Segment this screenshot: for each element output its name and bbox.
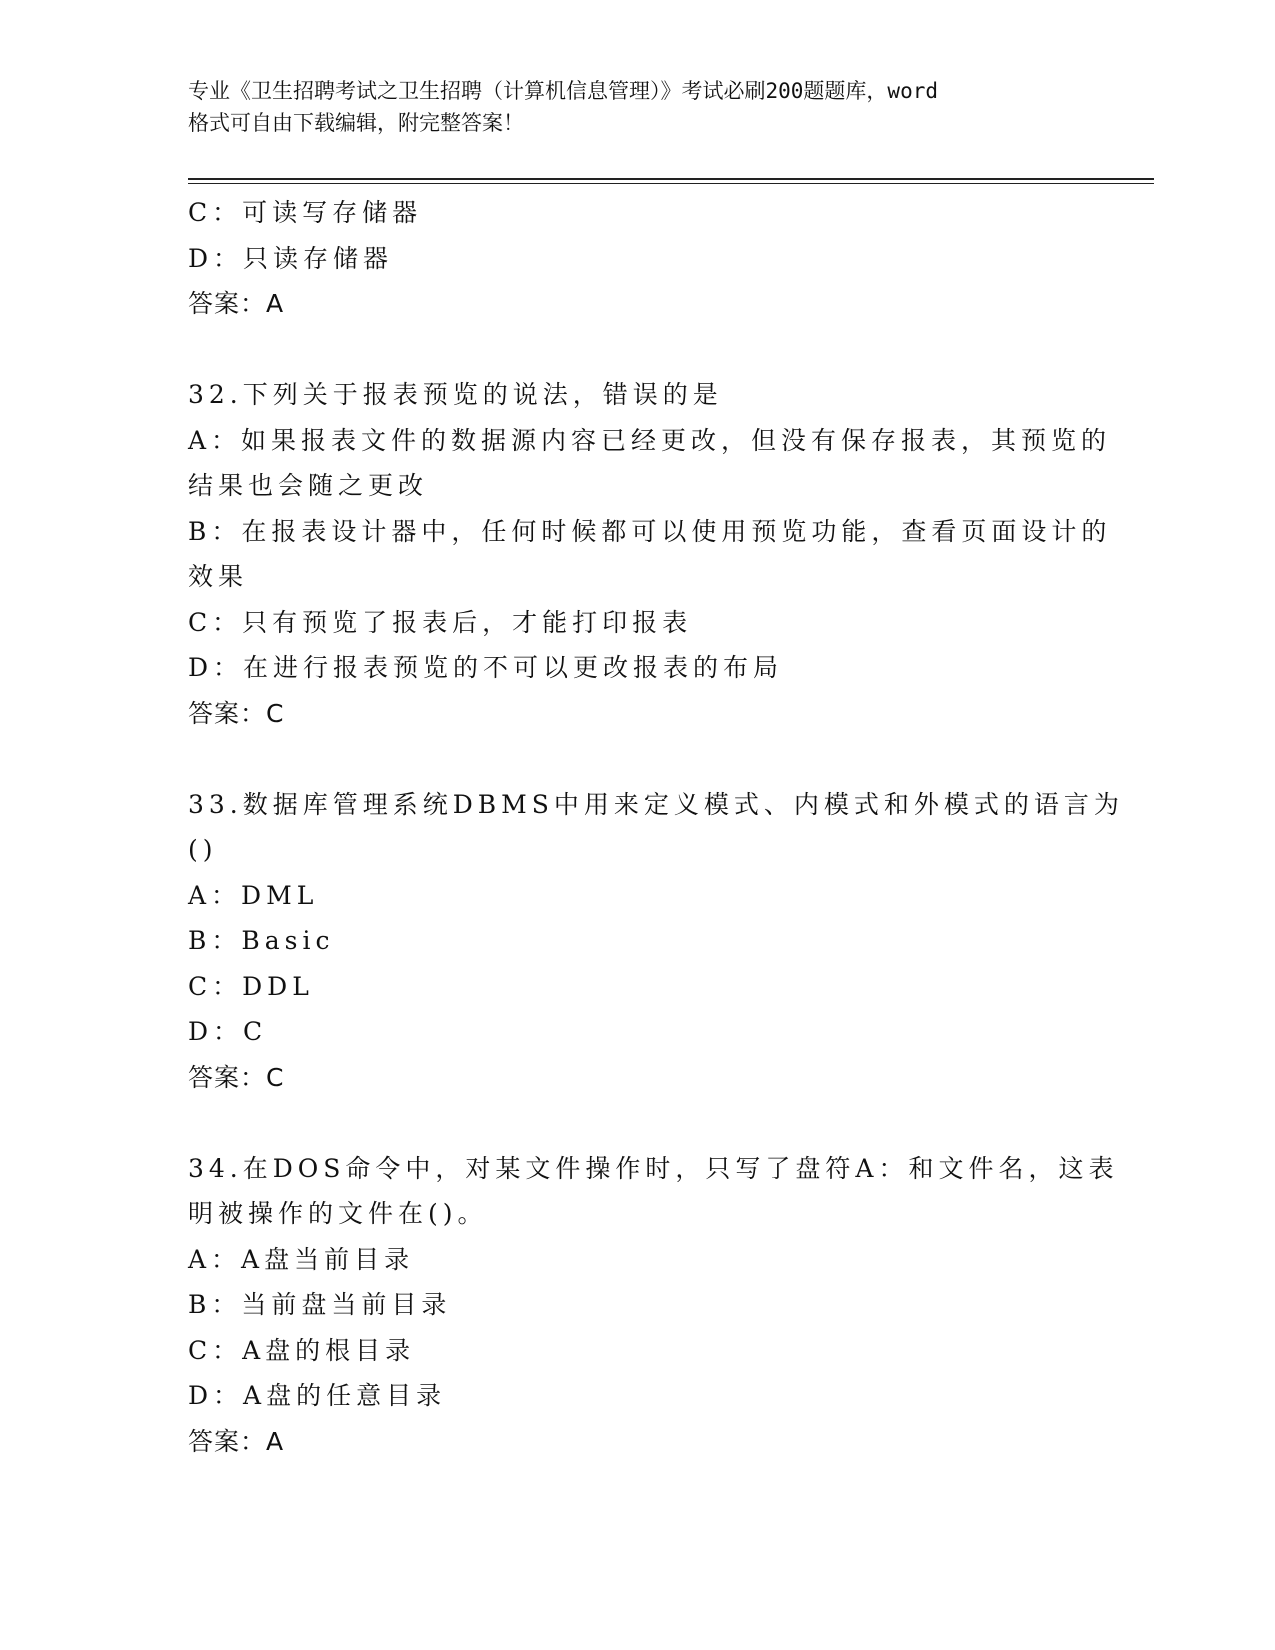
question-list [188,190,1124,1464]
header-divider [188,178,1154,184]
q32-option-a-line-2: 结果也会随之更改 [188,471,429,500]
q32-stem: 32.下列关于报表预览的说法，错误的是 [188,380,723,409]
q32-option-b-line-1: B：在报表设计器中，任何时候都可以使用预览功能，查看页面设计的 [188,516,1112,546]
page-header [188,75,1088,139]
q34-answer: 答案：A [188,1426,285,1456]
question-spacer [188,736,1088,782]
q33-answer: 答案：C [188,1062,285,1092]
q33-stem-line-2: () [188,835,218,864]
question-spacer [188,327,1088,373]
q34-option-c: C：A盘的根目录 [188,1335,416,1365]
q33-option-c: C：DDL [188,971,314,1001]
question-spacer [188,1100,1088,1146]
q31-option-c: C：可读写存储器 [188,198,423,227]
q31-option-d: D：只读存储器 [188,243,394,273]
q33-option-b: B：Basic [188,926,335,955]
q34-option-d: D：A盘的任意目录 [188,1381,447,1410]
header-line-1: 专业《卫生招聘考试之卫生招聘（计算机信息管理）》考试必刷200题题库，word [188,79,938,103]
q34-option-b: B：当前盘当前目录 [188,1290,452,1319]
q34-stem-line-1: 34.在DOS命令中，对某文件操作时，只写了盘符A：和文件名，这表 [188,1153,1119,1183]
q33-option-a: A：DML [188,880,319,910]
q34-option-a: A：A盘当前目录 [188,1244,415,1274]
question-31 [188,190,1088,327]
q32-option-c: C：只有预览了报表后，才能打印报表 [188,607,693,637]
q33-option-d: D：C [188,1017,268,1046]
q32-option-d: D：在进行报表预览的不可以更改报表的布局 [188,653,784,682]
q32-option-a-line-1: A：如果报表文件的数据源内容已经更改，但没有保存报表，其预览的 [188,425,1112,455]
q31-answer: 答案：A [188,289,285,318]
question-32 [188,372,1112,736]
header-line-2: 格式可自由下载编辑，附完整答案！ [188,111,524,135]
question-33 [188,782,1124,1101]
q34-stem-line-2: 明被操作的文件在()。 [188,1199,488,1228]
q32-answer: 答案：C [188,698,285,728]
question-34 [188,1146,1119,1465]
q33-stem-line-1: 33.数据库管理系统DBMS中用来定义模式、内模式和外模式的语言为 [188,789,1124,819]
q32-option-b-line-2: 效果 [188,562,249,591]
